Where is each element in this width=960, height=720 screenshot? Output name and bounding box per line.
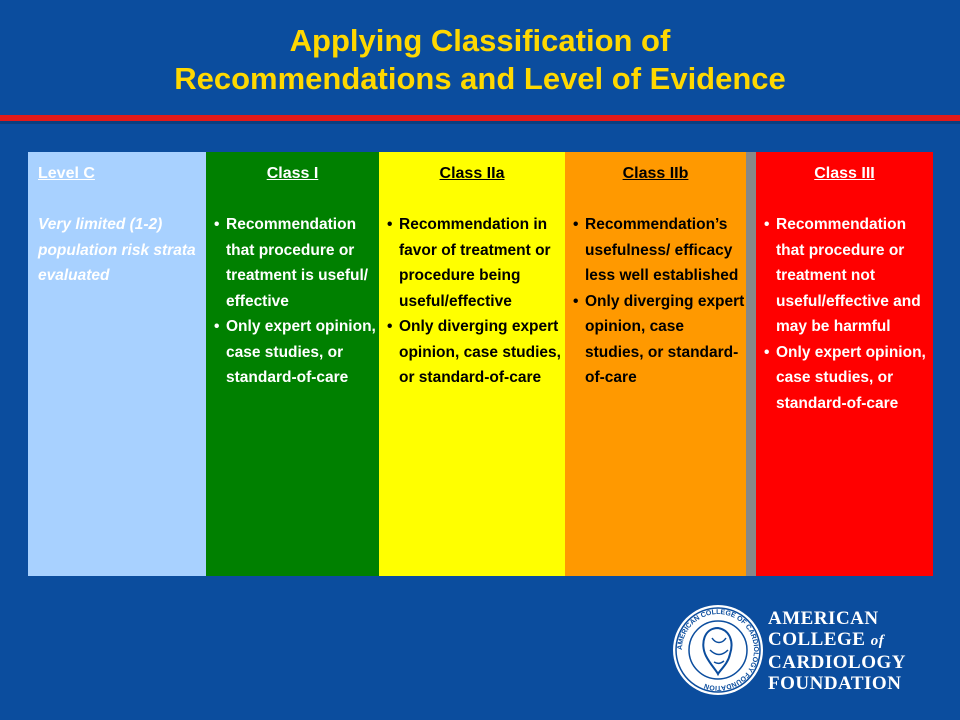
class-iii-column xyxy=(756,152,933,576)
class-iia-bullet-1: • Recommendation in favor of treatment or procedure being useful/effective xyxy=(379,212,565,314)
class-iii-header: Class III xyxy=(814,165,875,182)
class-i-header: Class I xyxy=(266,165,319,182)
slide-title xyxy=(0,22,960,98)
class-iii-list xyxy=(756,212,933,416)
title-line-1: Applying Classification of xyxy=(289,23,671,58)
acc-foundation-seal-icon xyxy=(672,604,764,696)
class-iia-bullet-2: • Only diverging expert opinion, case studies, or standard-of-care xyxy=(379,314,565,391)
class-iib-header: Class IIb xyxy=(622,165,689,182)
column-separator xyxy=(746,152,756,576)
org-line-2a: COLLEGE xyxy=(768,629,866,650)
org-line-2 xyxy=(768,629,906,652)
org-line-4: FOUNDATION xyxy=(768,673,902,694)
org-line-1: AMERICAN xyxy=(768,608,879,629)
class-iib-column xyxy=(565,152,746,576)
class-i-bullet-1: • Recommendation that procedure or treatment is useful/ effective xyxy=(206,212,379,314)
organization-name xyxy=(768,608,906,694)
level-c-header: Level C xyxy=(38,165,95,182)
level-c-column xyxy=(28,152,206,576)
level-c-description: Very limited (1-2) population risk strata evaluated xyxy=(38,216,196,284)
class-iii-bullet-1: • Recommendation that procedure or treatment not useful/effective and may be harmful xyxy=(756,212,933,340)
class-i-column xyxy=(206,152,379,576)
class-iia-header: Class IIa xyxy=(439,165,505,182)
class-iib-bullet-1: • Recommendation’s usefulness/ efficacy less well established xyxy=(565,212,746,289)
class-iia-list xyxy=(379,212,565,391)
class-iia-column xyxy=(379,152,565,576)
title-line-2: Recommendations and Level of Evidence xyxy=(174,61,786,96)
title-divider-shadow xyxy=(0,121,960,124)
class-iii-bullet-2: • Only expert opinion, case studies, or standard-of-care xyxy=(756,340,933,417)
classification-table xyxy=(28,152,933,576)
class-iib-list xyxy=(565,212,746,391)
org-line-2b: of xyxy=(870,633,885,649)
seal-text: AMERICAN COLLEGE OF CARDIOLOGY FOUNDATION xyxy=(676,608,760,692)
class-i-bullet-2: • Only expert opinion, case studies, or standard-of-care xyxy=(206,314,379,391)
class-i-list xyxy=(206,212,379,391)
org-line-3: CARDIOLOGY xyxy=(768,652,907,673)
class-iib-bullet-2: • Only diverging expert opinion, case studies, or standard-of-care xyxy=(565,289,746,391)
